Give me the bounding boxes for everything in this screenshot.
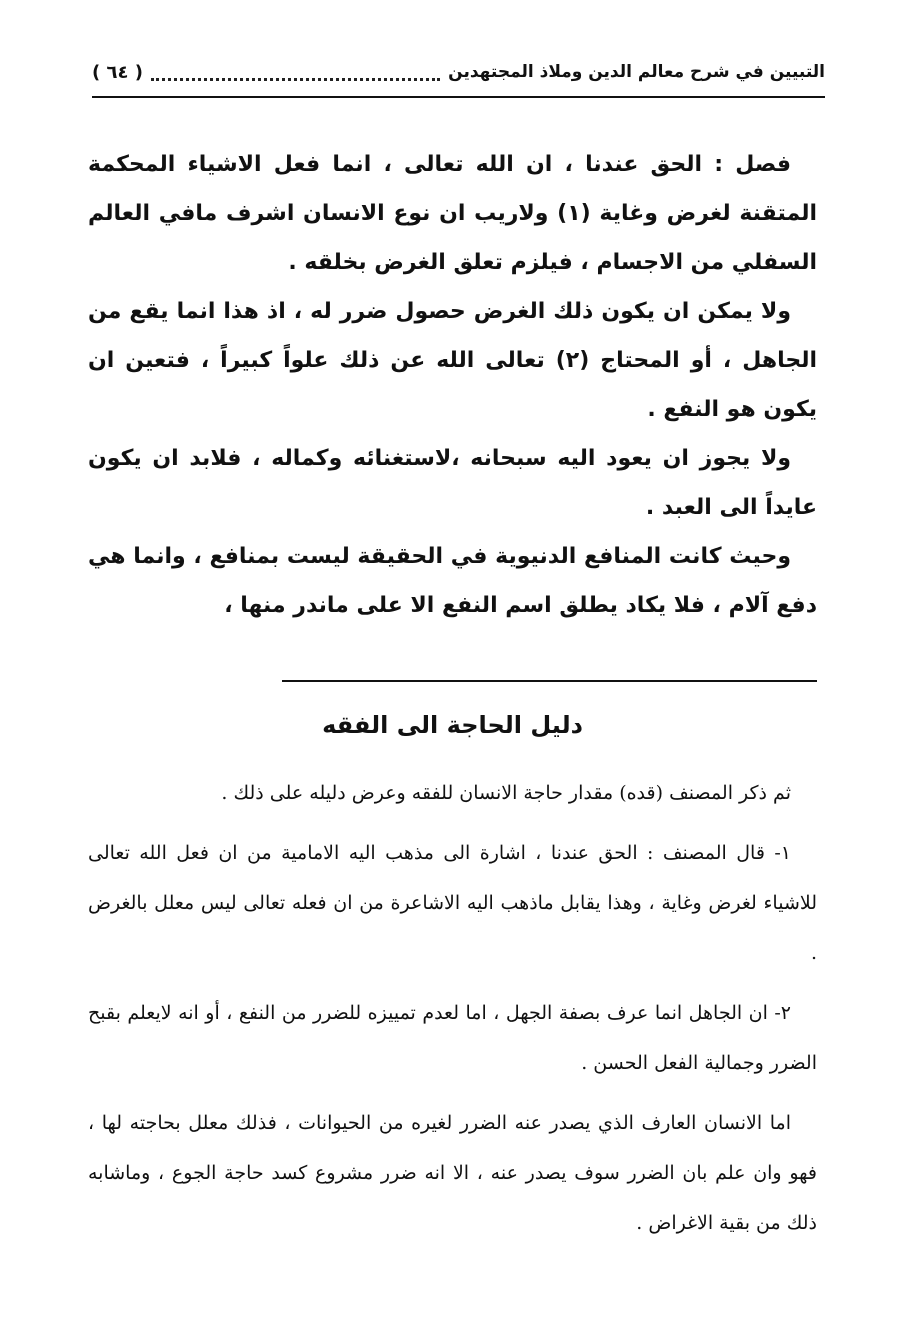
running-title: التبيين في شرح معالم الدين وملاذ المجتهدين — [448, 62, 825, 82]
commentary-block — [88, 768, 817, 1258]
commentary-paragraph: ١- قال المصنف : الحق عندنا ، اشارة الى مذهب اليه الامامية من ان فعل الله تعالى للاشياء لغرض وغاية ، وهذا يقابل ماذهب اليه الاشاعرة من ان فعله تعالى ليس معلل بالغرض . — [88, 842, 817, 964]
header-dot-leader — [151, 64, 440, 81]
main-text-block — [88, 140, 817, 630]
main-paragraph: وحيث كانت المنافع الدنيوية في الحقيقة ليست بمنافع ، وانما هي دفع آلام ، فلا يكاد يطلق اسم النفع الا على ماندر منها ، — [88, 544, 817, 618]
header-rule — [92, 96, 825, 98]
commentary-paragraph: اما الانسان العارف الذي يصدر عنه الضرر لغيره من الحيوانات ، فذلك معلل بحاجته لها ، فهو وان علم بان الضرر سوف يصدر عنه ، الا انه ضرر مشروع كسد حاجة الجوع ، وماشابه ذلك من بقية الاغراض . — [88, 1112, 817, 1234]
page-number: ( ٦٤ ) — [92, 61, 143, 83]
page-header — [92, 52, 825, 92]
section-heading: دليل الحاجة الى الفقه — [322, 711, 583, 739]
main-paragraph: فصل : الحق عندنا ، ان الله تعالى ، انما فعل الاشياء المحكمة المتقنة لغرض وغاية (١) ولاريب ان نوع الانسان اشرف مافي العالم السفلي من الاجسام ، فيلزم تعلق الغرض بخلقه . — [88, 152, 818, 275]
main-paragraph: ولا يجوز ان يعود اليه سبحانه ،لاستغنائه وكماله ، فلابد ان يكون عايداً الى العبد . — [88, 446, 817, 520]
main-paragraph: ولا يمكن ان يكون ذلك الغرض حصول ضرر له ، اذ هذا انما يقع من الجاهل ، أو المحتاج (٢) تعالى الله عن ذلك علواً كبيراً ، فتعين ان يكون هو النفع . — [88, 299, 818, 422]
commentary-paragraph: ٢- ان الجاهل انما عرف بصفة الجهل ، اما لعدم تمييزه للضرر من النفع ، أو انه لايعلم بقبح الضرر وجمالية الفعل الحسن . — [88, 1002, 817, 1074]
commentary-paragraph: ثم ذكر المصنف (قده) مقدار حاجة الانسان للفقه وعرض دليله على ذلك . — [221, 782, 791, 804]
section-divider — [282, 680, 817, 682]
